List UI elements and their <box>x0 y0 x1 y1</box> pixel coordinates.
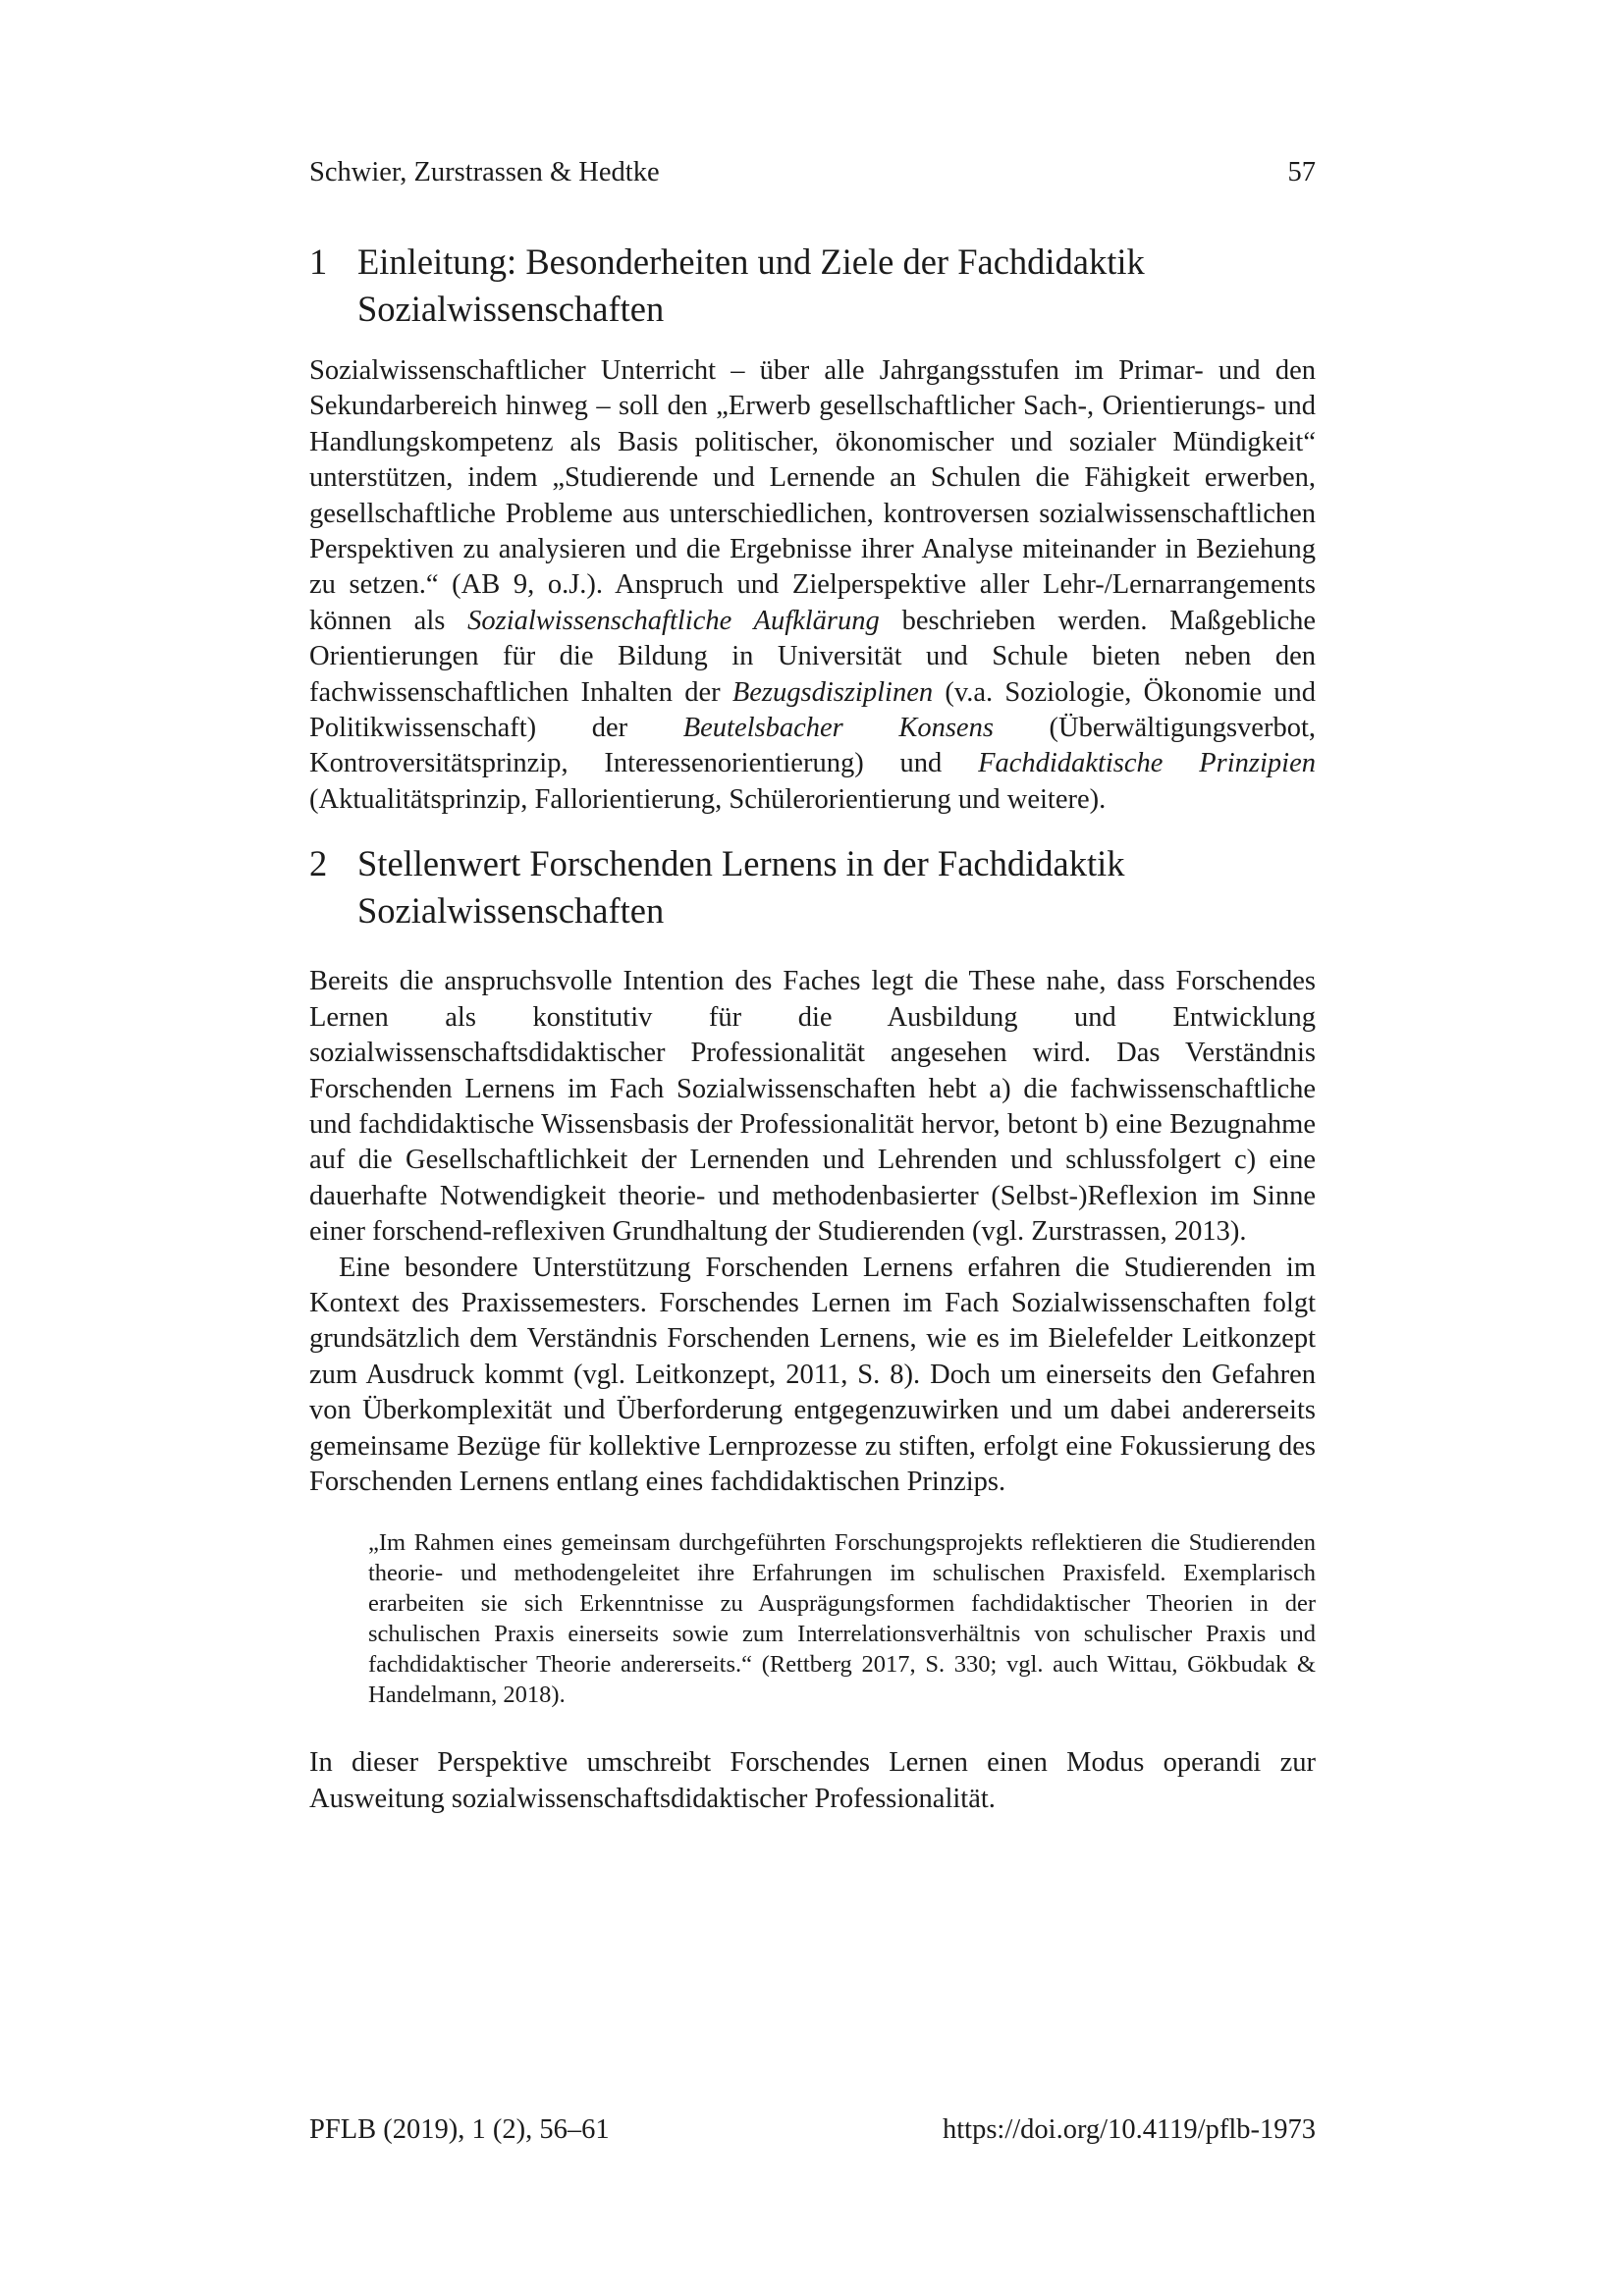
footer-citation: PFLB (2019), 1 (2), 56–61 <box>309 2114 610 2145</box>
italic-term-beutelsbacher-konsens: Beutelsbacher Konsens <box>682 713 994 744</box>
section-2-paragraph-1: Bereits die anspruchsvolle Intention des Faches legt die These nahe, dass Forschendes Lernen als konstitutiv für die Ausbildung und Entwicklung sozialwissenschaftsdidaktischer Professionalität angesehen wird. Das Verständnis Forschenden Lernens im Fach Sozialwissenschaften hebt a) die fachwissenschaftliche und fachdidaktische Wissensbasis der Professionalität hervor, betont b) eine Bezugnahme auf die Gesellschaftlichkeit der Lernenden und Lehrenden und schlussfolgert c) eine dauerhafte Notwendigkeit theorie- und methodenbasierter (Selbst-)Reflexion im Sinne einer forschend-reflexiven Grundhaltung der Studierenden (vgl. Zurstrassen, 2013). <box>309 966 1316 1248</box>
block-quote: „Im Rahmen eines gemeinsam durchgeführten Forschungsprojekts reflektieren die Studierenden theorie- und methodengeleitet ihre Erfahrungen im schulischen Praxisfeld. Exemplarisch erarbeiten sie sich Erkenntnisse zu Ausprägungsformen fachdidaktischer Theorien in der schulischen Praxis einerseits sowie zum Interrelationsverhältnis von schulischer Praxis und fachdidaktischer Theorie andererseits.“ (Rettberg 2017, S. 330; vgl. auch Wittau, Gökbudak & Handelmann, 2018). <box>368 1529 1316 1709</box>
paragraph-text: (Überwältigungsverbot, Kontroversitätsprinzip, Interessenorientierung) und <box>309 713 1316 779</box>
page-footer <box>309 2112 1316 2148</box>
section-2-number: 2 <box>309 843 328 884</box>
section-1-number: 1 <box>309 241 328 282</box>
running-head-authors: Schwier, Zurstrassen & Hedtke <box>309 157 660 187</box>
section-1-heading <box>309 239 1316 333</box>
footer-doi-link[interactable]: https://doi.org/10.4119/pflb-1973 <box>942 2114 1316 2145</box>
section-1 <box>309 239 1316 818</box>
italic-term-bezugsdisziplinen: Bezugsdisziplinen <box>731 676 934 708</box>
section-2-paragraph-2: Eine besondere Unterstützung Forschenden Lernens erfahren die Studierenden im Kontext des Praxissemesters. Forschendes Lernen im Fach Sozialwissenschaften folgt grundsätzlich dem Verständnis Forschenden Lernens, wie es im Bielefelder Leitkonzept zum Ausdruck kommt (vgl. Leitkonzept, 2011, S. 8). Doch um einerseits den Gefahren von Überkomplexität und Überforderung entgegenzuwirken und um dabei andererseits gemeinsame Bezüge für kollektive Lernprozesse zu stiften, erfolgt eine Fokussierung des Forschenden Lernens entlang eines fachdidaktischen Prinzips. <box>309 1252 1316 1497</box>
running-header <box>309 155 1316 190</box>
section-1-paragraph <box>309 353 1316 818</box>
page-number: 57 <box>1287 157 1316 187</box>
italic-term-fachdidaktische-prinzipien: Fachdidaktische Prinzipien <box>978 748 1316 779</box>
section-2 <box>309 840 1316 1817</box>
paragraph-text: (Aktualitätsprinzip, Fallorientierung, Schülerorientierung und weitere). <box>309 783 1107 815</box>
section-2-title: Stellenwert Forschenden Lernens in der Fachdidaktik Sozialwissenschaften <box>357 843 1125 932</box>
paragraph-text: (v.a. Soziologie, Ökonomie und Politikwissenschaft) der <box>309 676 1316 744</box>
section-2-heading <box>309 840 1316 934</box>
italic-term-sozialwissenschaftliche-aufklaerung: Sozialwissenschaftliche Aufklärung <box>467 605 880 636</box>
paragraph-text: Sozialwissenschaftlicher Unterricht – über alle Jahrgangsstufen im Primar- und den Sekundarbereich hinweg – soll den „Erwerb gesellschaftlicher Sach-, Orientierungs- und Handlungskompetenz als Basis politischer, ökonomischer und sozialer Mündigkeit“ unterstützen, indem „Studierende und Lernende an Schulen die Fähigkeit erwerben, gesellschaftliche Probleme aus unterschiedlichen, kontroversen sozialwissenschaftlichen Perspektiven zu analysieren und die Ergebnisse ihrer Analyse miteinander in Beziehung zu setzen.“ (AB 9, o.J.). Anspruch und Zielperspektive aller Lehr-/Lernarrangements können als <box>309 355 1316 636</box>
section-2-paragraph-3: In dieser Perspektive umschreibt Forschendes Lernen einen Modus operandi zur Ausweitung sozialwissenschaftsdidaktischer Professionalität. <box>309 1747 1316 1814</box>
section-1-title: Einleitung: Besonderheiten und Ziele der Fachdidaktik Sozialwissenschaften <box>357 241 1145 329</box>
paragraph-text: beschrieben werden. Maßgebliche Orientierungen für die Bildung in Universität und Schule bieten neben den fachwissenschaftlichen Inhalten der <box>309 605 1316 708</box>
